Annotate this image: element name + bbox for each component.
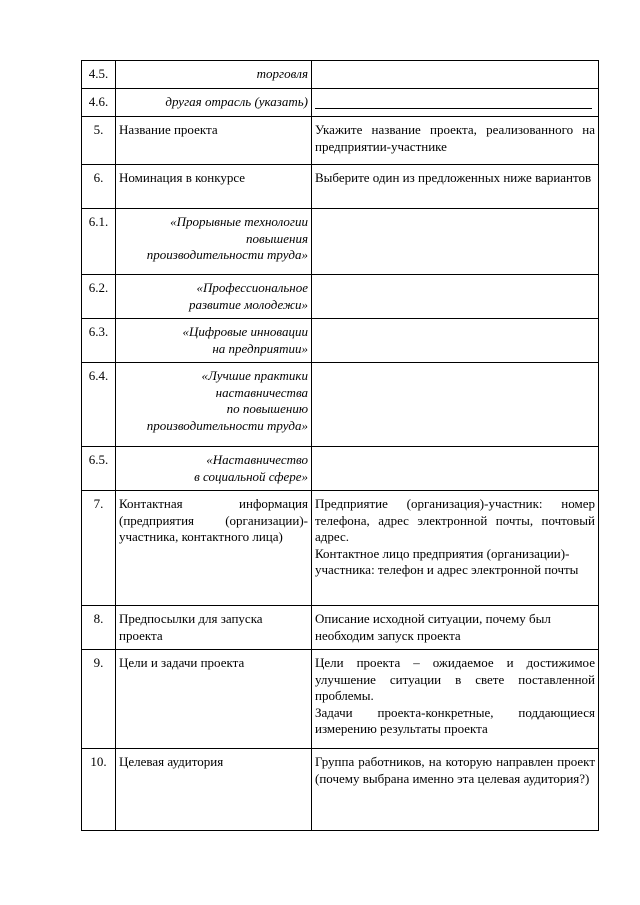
row-number: 6.1.: [82, 209, 116, 275]
row-number: 4.5.: [82, 61, 116, 89]
table-row: [82, 275, 599, 319]
blank-line: [315, 94, 592, 109]
row-value-part: Цели проекта – ожидаемое и достижимое улучшение ситуации в свете поставленной проблемы.: [315, 655, 595, 703]
nomination-label: «Цифровые инновации на предприятии»: [116, 319, 312, 363]
specify-industry-field[interactable]: [312, 89, 599, 117]
row-value: Выберите один из предложенных ниже вариантов: [312, 165, 599, 209]
table-row: [82, 749, 599, 831]
row-value[interactable]: [312, 61, 599, 89]
row-number: 6.3.: [82, 319, 116, 363]
application-form-table: [81, 60, 599, 831]
row-value[interactable]: [312, 275, 599, 319]
row-number: 6.2.: [82, 275, 116, 319]
table-row: [82, 650, 599, 749]
row-number: 6.5.: [82, 447, 116, 491]
row-label: торговля: [116, 61, 312, 89]
row-value: [312, 650, 599, 749]
row-label: Целевая аудитория: [116, 749, 312, 831]
row-label: Номинация в конкурсе: [116, 165, 312, 209]
table-row: [82, 363, 599, 447]
row-value[interactable]: [312, 447, 599, 491]
row-number: 10.: [82, 749, 116, 831]
table-row: [82, 447, 599, 491]
row-value[interactable]: [312, 209, 599, 275]
row-label: другая отрасль (указать): [116, 89, 312, 117]
row-value-part: Контактное лицо предприятия (организации)-участника: телефон и адрес электронной почты: [315, 545, 579, 577]
table-row: [82, 606, 599, 650]
table-row: [82, 319, 599, 363]
row-value-part: Задачи проекта-конкретные, поддающиеся измерению результаты проекта: [315, 704, 595, 736]
table-row: [82, 61, 599, 89]
nomination-label: «Лучшие практики наставничества по повышению производительности труда»: [116, 363, 312, 447]
nomination-label: «Профессиональное развитие молодежи»: [116, 275, 312, 319]
row-label: Название проекта: [116, 117, 312, 165]
row-value: [312, 491, 599, 606]
nomination-label: «Прорывные технологии повышения производительности труда»: [116, 209, 312, 275]
table-row: [82, 117, 599, 165]
row-number: 5.: [82, 117, 116, 165]
row-label: Контактная информация (предприятия (организации)-участника, контактного лица): [116, 491, 312, 606]
row-number: 4.6.: [82, 89, 116, 117]
table-row: [82, 165, 599, 209]
row-number: 9.: [82, 650, 116, 749]
row-value[interactable]: [312, 319, 599, 363]
row-value: Описание исходной ситуации, почему был необходим запуск проекта: [312, 606, 599, 650]
row-number: 8.: [82, 606, 116, 650]
table-row: [82, 209, 599, 275]
row-number: 6.: [82, 165, 116, 209]
row-label: Предпосылки для запуска проекта: [116, 606, 312, 650]
row-label: Цели и задачи проекта: [116, 650, 312, 749]
row-value-part: Предприятие (организация)-участник: номер телефона, адрес электронной почты, почтовый адрес.: [315, 496, 595, 544]
row-value: Группа работников, на которую направлен проект (почему выбрана именно эта целевая аудитория?): [312, 749, 599, 831]
nomination-label: «Наставничество в социальной сфере»: [116, 447, 312, 491]
row-value: Укажите название проекта, реализованного на предприятии-участнике: [312, 117, 599, 165]
row-number: 6.4.: [82, 363, 116, 447]
row-number: 7.: [82, 491, 116, 606]
table-row: [82, 491, 599, 606]
row-value[interactable]: [312, 363, 599, 447]
table-row: [82, 89, 599, 117]
